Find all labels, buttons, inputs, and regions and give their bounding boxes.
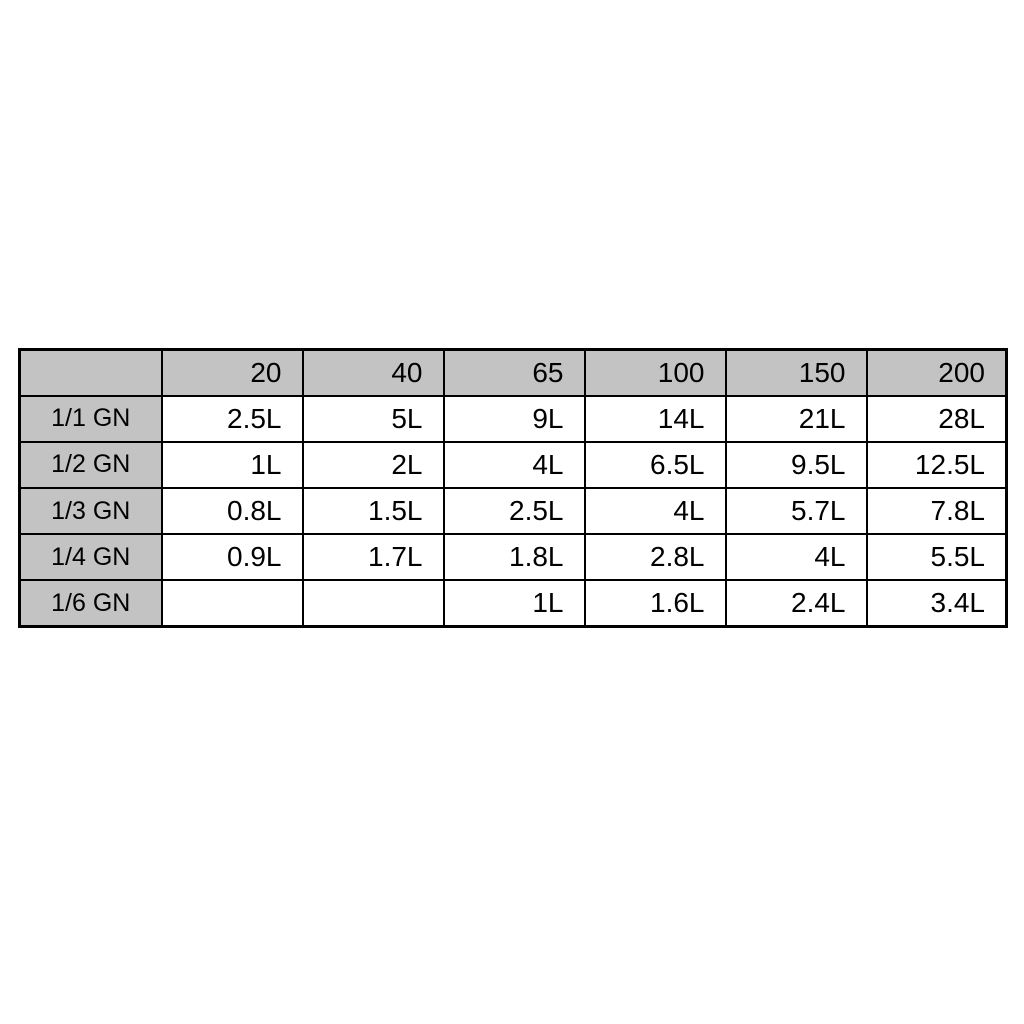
col-header-150: 150 <box>726 350 867 396</box>
table-row <box>20 442 1007 488</box>
row-label: 1/6 GN <box>20 580 162 626</box>
value-cell: 1.6L <box>585 580 726 626</box>
value-cell: 7.8L <box>867 488 1007 534</box>
value-cell: 1.8L <box>444 534 585 580</box>
value-cell <box>303 580 444 626</box>
value-cell: 0.9L <box>162 534 303 580</box>
col-header-100: 100 <box>585 350 726 396</box>
value-cell: 5.7L <box>726 488 867 534</box>
header-row <box>20 350 1007 396</box>
capacity-table <box>18 348 1008 628</box>
value-cell: 9.5L <box>726 442 867 488</box>
value-cell: 12.5L <box>867 442 1007 488</box>
col-header-20: 20 <box>162 350 303 396</box>
table-row <box>20 488 1007 534</box>
table-row <box>20 580 1007 626</box>
value-cell: 14L <box>585 396 726 442</box>
value-cell: 1L <box>444 580 585 626</box>
value-cell: 2.5L <box>162 396 303 442</box>
value-cell: 3.4L <box>867 580 1007 626</box>
value-cell: 2.8L <box>585 534 726 580</box>
value-cell: 21L <box>726 396 867 442</box>
value-cell: 1.7L <box>303 534 444 580</box>
value-cell: 4L <box>444 442 585 488</box>
row-label: 1/1 GN <box>20 396 162 442</box>
col-header-40: 40 <box>303 350 444 396</box>
value-cell: 2.5L <box>444 488 585 534</box>
value-cell: 5.5L <box>867 534 1007 580</box>
col-header-65: 65 <box>444 350 585 396</box>
value-cell: 1.5L <box>303 488 444 534</box>
corner-cell <box>20 350 162 396</box>
row-label: 1/4 GN <box>20 534 162 580</box>
table-row <box>20 534 1007 580</box>
row-label: 1/3 GN <box>20 488 162 534</box>
value-cell: 4L <box>585 488 726 534</box>
value-cell: 28L <box>867 396 1007 442</box>
value-cell: 4L <box>726 534 867 580</box>
value-cell: 6.5L <box>585 442 726 488</box>
value-cell: 9L <box>444 396 585 442</box>
row-label: 1/2 GN <box>20 442 162 488</box>
value-cell: 0.8L <box>162 488 303 534</box>
table-row <box>20 396 1007 442</box>
value-cell: 2.4L <box>726 580 867 626</box>
value-cell: 1L <box>162 442 303 488</box>
value-cell <box>162 580 303 626</box>
col-header-200: 200 <box>867 350 1007 396</box>
value-cell: 2L <box>303 442 444 488</box>
value-cell: 5L <box>303 396 444 442</box>
